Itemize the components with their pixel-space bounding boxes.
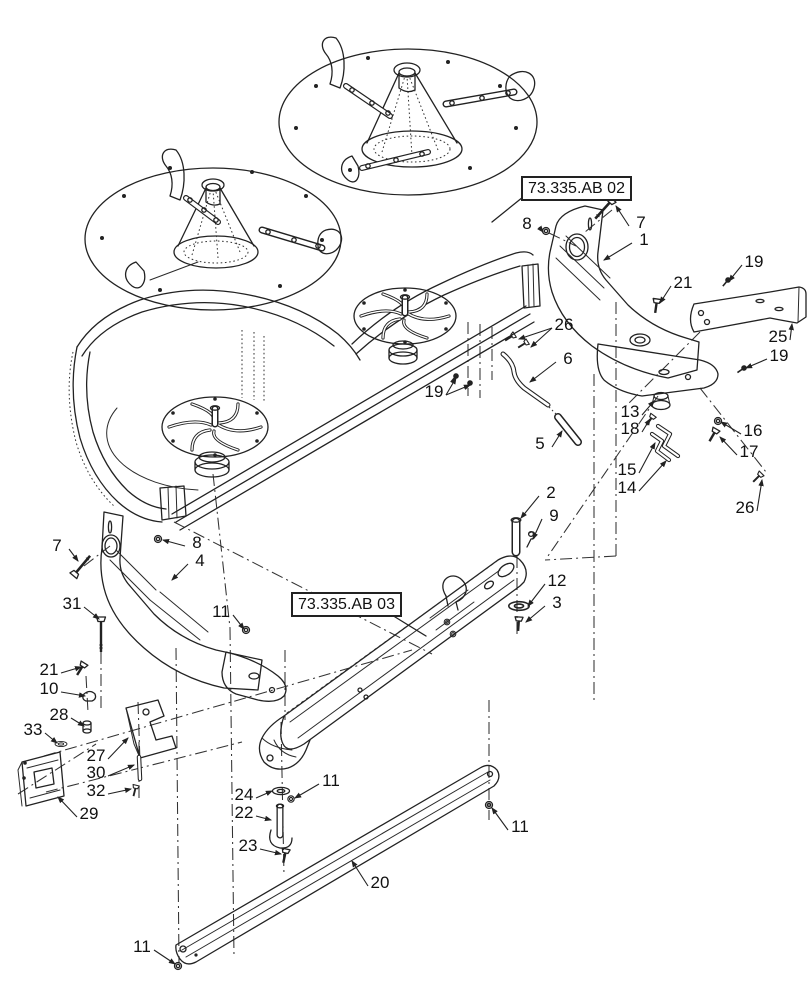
callout-leader bbox=[660, 286, 671, 303]
callout-label: 30 bbox=[86, 763, 106, 782]
callout-label: 26 bbox=[735, 498, 755, 517]
callout-leader bbox=[256, 816, 271, 820]
right-hardware bbox=[644, 393, 722, 461]
callout-label: 23 bbox=[238, 836, 258, 855]
callout-label: 19 bbox=[424, 382, 444, 401]
callout-leader bbox=[521, 496, 539, 518]
ref-box-ab02[interactable]: 73.335.AB 02 bbox=[521, 176, 632, 201]
callout-leader bbox=[746, 359, 767, 368]
callout-leader bbox=[790, 324, 792, 340]
callout-label: 31 bbox=[62, 594, 82, 613]
callout-label: 21 bbox=[39, 660, 59, 679]
callout-leader bbox=[642, 419, 650, 432]
callout-label: 1 bbox=[639, 230, 649, 249]
callout-label: 13 bbox=[620, 402, 640, 421]
callout-label: 17 bbox=[739, 442, 759, 461]
callout-label: 19 bbox=[769, 346, 789, 365]
callout-leader bbox=[639, 443, 655, 473]
support-bracket-25 bbox=[691, 287, 807, 332]
callout-label: 33 bbox=[23, 720, 43, 739]
callout-label: 3 bbox=[552, 593, 562, 612]
callout-label: 7 bbox=[636, 213, 646, 232]
callout-label: 19 bbox=[744, 252, 764, 271]
callout-leader bbox=[172, 564, 188, 580]
spindle-right bbox=[354, 288, 456, 364]
callout-leader bbox=[108, 765, 134, 776]
callout-label: 11 bbox=[212, 602, 230, 621]
callout-leader bbox=[108, 738, 128, 759]
callout-label: 26 bbox=[554, 315, 574, 334]
callout-leader bbox=[533, 519, 542, 539]
callout-leader bbox=[720, 437, 737, 455]
clevis-pin-group bbox=[509, 518, 535, 631]
callout-leader bbox=[61, 692, 85, 696]
callout-leader bbox=[256, 791, 272, 798]
callout-leader bbox=[531, 328, 552, 347]
callout-label: 18 bbox=[620, 419, 640, 438]
skid-bar bbox=[176, 765, 499, 963]
rotor-disc-left bbox=[85, 149, 342, 310]
callout-label: 11 bbox=[133, 937, 151, 956]
callout-label: 25 bbox=[768, 327, 788, 346]
callout-leader bbox=[552, 431, 562, 447]
callout-label: 15 bbox=[617, 460, 637, 479]
callout-label: 20 bbox=[370, 873, 390, 892]
callout-leader bbox=[260, 849, 281, 854]
callout-leader bbox=[530, 362, 556, 382]
callout-label: 32 bbox=[86, 781, 106, 800]
callout-label: 8 bbox=[522, 214, 532, 233]
callout-label: 10 bbox=[39, 679, 59, 698]
callout-label: 16 bbox=[743, 421, 763, 440]
hanger-bracket-right bbox=[548, 206, 718, 396]
callout-label: 22 bbox=[234, 803, 254, 822]
callout-leader bbox=[729, 265, 742, 281]
callout-label: 21 bbox=[673, 273, 693, 292]
center-beam bbox=[259, 556, 526, 769]
callout-label: 7 bbox=[52, 536, 62, 555]
callout-label: 9 bbox=[549, 506, 559, 525]
ref-box-ab03[interactable]: 73.335.AB 03 bbox=[291, 592, 402, 617]
callout-leader bbox=[84, 607, 99, 619]
callout-leader bbox=[604, 243, 632, 260]
callout-leader bbox=[69, 549, 78, 561]
callout-leader bbox=[526, 606, 545, 622]
callout-leader bbox=[642, 401, 654, 415]
callout-leader bbox=[233, 615, 244, 629]
callout-label: 8 bbox=[192, 533, 202, 552]
callout-leader bbox=[154, 950, 175, 964]
callout-leader bbox=[446, 385, 470, 395]
deck-shell bbox=[69, 252, 540, 530]
callout-label: 6 bbox=[563, 349, 573, 368]
callout-leader bbox=[519, 328, 552, 339]
callout-leader bbox=[757, 480, 762, 511]
callout-leader bbox=[45, 733, 57, 743]
callout-label: 29 bbox=[79, 804, 99, 823]
rotor-disc-right bbox=[279, 37, 537, 195]
callout-leader bbox=[58, 797, 77, 817]
callout-leader bbox=[616, 206, 629, 226]
spindle-left bbox=[162, 397, 268, 477]
callout-label: 5 bbox=[535, 434, 545, 453]
callout-leader bbox=[492, 808, 508, 830]
callout-label: 12 bbox=[547, 571, 567, 590]
callout-label: 24 bbox=[234, 785, 254, 804]
callout-label: 2 bbox=[546, 483, 556, 502]
callout-leader bbox=[295, 784, 319, 798]
callout-label: 14 bbox=[617, 478, 637, 497]
callouts-layer bbox=[24, 206, 792, 964]
callout-leader bbox=[163, 540, 185, 546]
callout-leader bbox=[528, 584, 545, 606]
callout-leader bbox=[108, 789, 131, 794]
callout-label: 11 bbox=[511, 817, 529, 836]
callout-leader bbox=[71, 718, 84, 726]
refbox-pointers bbox=[387, 197, 523, 636]
callout-leader bbox=[721, 422, 741, 434]
latch-bracket-27 bbox=[126, 700, 176, 797]
callout-label: 11 bbox=[322, 771, 340, 790]
callout-label: 4 bbox=[195, 551, 205, 570]
callout-label: 27 bbox=[86, 746, 106, 765]
callout-label: 28 bbox=[49, 705, 69, 724]
